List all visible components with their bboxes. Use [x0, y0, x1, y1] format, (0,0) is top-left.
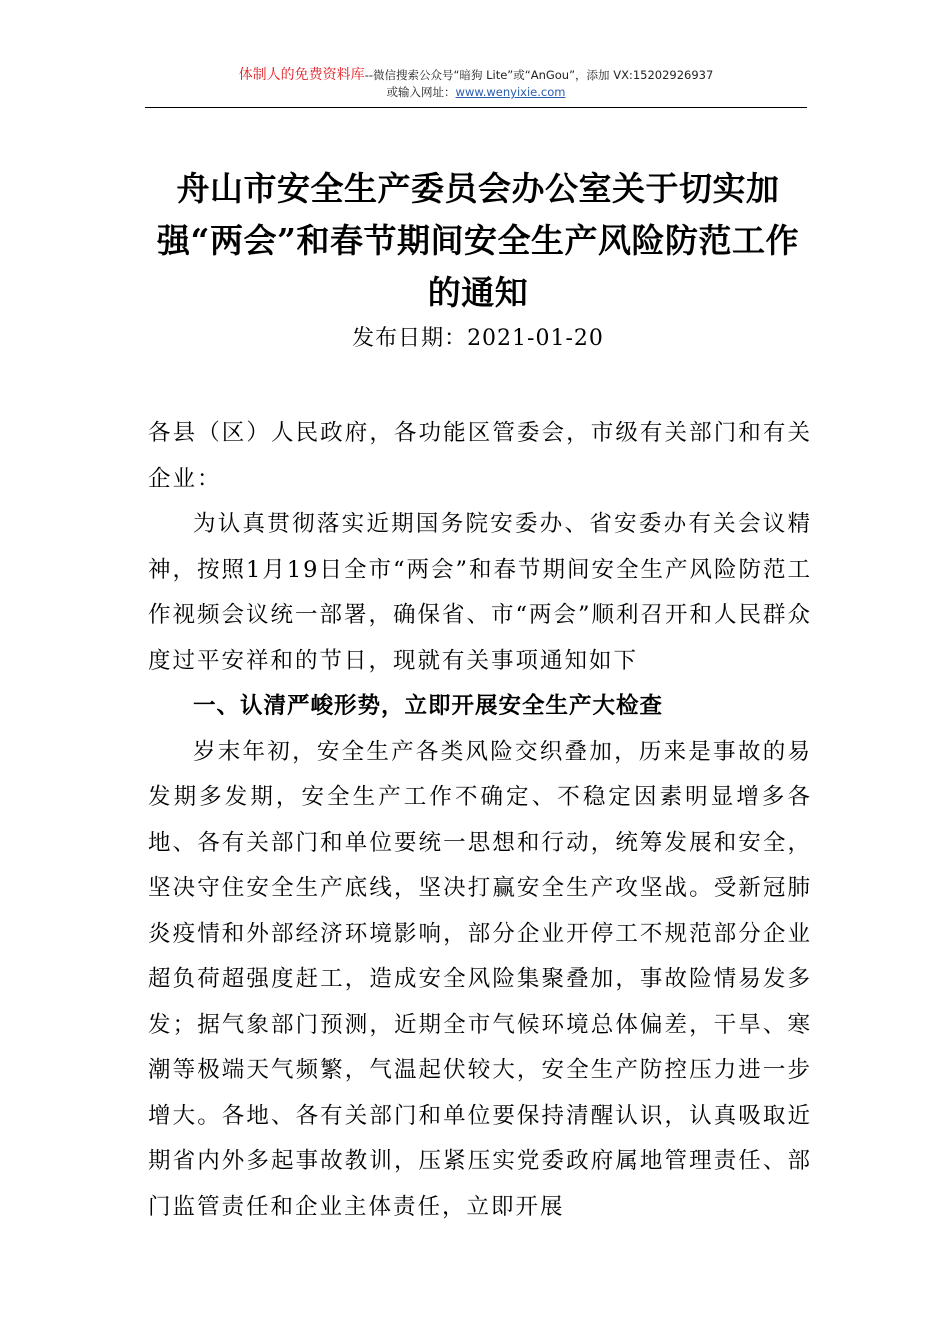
page-header — [145, 66, 807, 100]
header-url-link[interactable]: www.wenyixie.com — [455, 85, 566, 99]
intro-paragraph: 为认真贯彻落实近期国务院安委办、省安委办有关会议精神，按照1月19日全市“两会”和春节期间安全生产风险防范工作视频会议统一部署，确保省、市“两会”顺利召开和人民群众度过平安祥和的节日，现就有关事项通知如下 — [148, 511, 813, 674]
salutation: 各县（区）人民政府，各功能区管委会，市级有关部门和有关企业： — [148, 420, 812, 492]
header-divider — [145, 107, 807, 108]
header-description: --微信搜索公众号“暗狗 Lite”或“AnGou”，添加 VX:15202926937 — [364, 68, 714, 82]
document-body — [148, 411, 812, 1230]
publish-date: 发布日期：2021-01-20 — [352, 326, 604, 351]
header-brand: 体制人的免费资料库 — [238, 67, 365, 83]
section-1-paragraph: 岁末年初，安全生产各类风险交织叠加，历来是事故的易发期多发期，安全生产工作不确定、不稳定因素明显增多各地、各有关部门和单位要统一思想和行动，统筹发展和安全，坚决守住安全生产底线，坚决打赢安全生产攻坚战。受新冠肺炎疫情和外部经济环境影响，部分企业开停工不规范部分企业超负荷超强度赶工，造成安全风险集聚叠加，事故险情易发多发；据气象部门预测，近期全市气候环境总体偏差，干旱、寒潮等极端天气频繁，气温起伏较大，安全生产防控压力进一步增大。各地、各有关部门和单位要保持清醒认识，认真吸取近期省内外多起事故教训，压紧压实党委政府属地管理责任、部门监管责任和企业主体责任，立即开展 — [148, 738, 812, 1220]
document-title: 舟山市安全生产委员会办公室关于切实加强“两会”和春节期间安全生产风险防范工作的通知 — [157, 169, 799, 312]
header-line-1 — [145, 66, 807, 84]
section-1-heading: 一、认清严峻形势，立即开展安全生产大检查 — [193, 693, 664, 719]
header-line-2 — [145, 84, 807, 100]
header-url-label: 或输入网址： — [386, 85, 456, 99]
